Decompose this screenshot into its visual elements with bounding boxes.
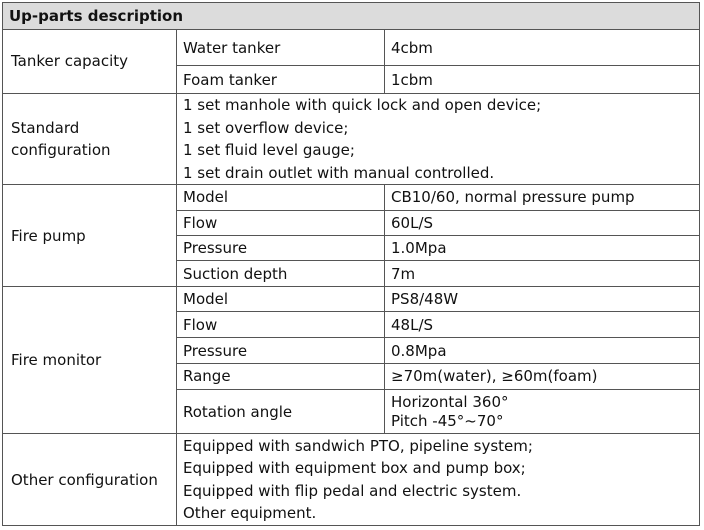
pump-row-name: Flow (177, 210, 385, 235)
monitor-row-value: PS8/48W (385, 287, 700, 312)
standard-label-line: configuration (11, 141, 111, 160)
monitor-row-name: Range (177, 363, 385, 389)
tanker-row-value: 1cbm (385, 66, 700, 93)
tanker-row-value: 4cbm (385, 30, 700, 66)
monitor-row-name: Pressure (177, 338, 385, 363)
other-item: Other equipment. (183, 504, 317, 523)
tanker-row-name: Water tanker (177, 30, 385, 66)
tanker-row-name: Foam tanker (177, 66, 385, 93)
standard-item: 1 set overflow device; (183, 118, 349, 137)
other-item: Equipped with equipment box and pump box; (183, 459, 526, 478)
pump-row-value: 7m (385, 260, 700, 286)
monitor-row-name: Flow (177, 312, 385, 338)
other-configuration-list (177, 434, 700, 526)
monitor-rotation-value (385, 389, 700, 433)
pump-row-value: 60L/S (385, 210, 700, 235)
monitor-row-name: Model (177, 287, 385, 312)
other-configuration-label: Other configuration (3, 434, 177, 526)
standard-configuration-list (177, 93, 700, 185)
pump-row-value: CB10/60, normal pressure pump (385, 185, 700, 210)
fire-monitor-label: Fire monitor (3, 287, 177, 434)
table-title: Up-parts description (3, 3, 700, 30)
rotation-pitch: Pitch -45°~70° (391, 411, 504, 430)
pump-row-name: Suction depth (177, 260, 385, 286)
other-item: Equipped with flip pedal and electric system. (183, 481, 522, 500)
standard-item: 1 set drain outlet with manual controlled. (183, 163, 495, 182)
standard-label-line: Standard (11, 119, 80, 138)
rotation-horizontal: Horizontal 360° (391, 392, 509, 411)
standard-item: 1 set fluid level gauge; (183, 141, 355, 160)
standard-configuration-label (3, 93, 177, 185)
pump-row-name: Pressure (177, 235, 385, 260)
monitor-row-value: ≥70m(water), ≥60m(foam) (385, 363, 700, 389)
monitor-row-value: 48L/S (385, 312, 700, 338)
other-item: Equipped with sandwich PTO, pipeline system; (183, 436, 533, 455)
monitor-rotation-name: Rotation angle (177, 389, 385, 433)
monitor-row-value: 0.8Mpa (385, 338, 700, 363)
fire-pump-label: Fire pump (3, 185, 177, 287)
pump-row-name: Model (177, 185, 385, 210)
pump-row-value: 1.0Mpa (385, 235, 700, 260)
up-parts-table (2, 2, 700, 526)
tanker-capacity-label: Tanker capacity (3, 30, 177, 93)
standard-item: 1 set manhole with quick lock and open device; (183, 96, 542, 115)
